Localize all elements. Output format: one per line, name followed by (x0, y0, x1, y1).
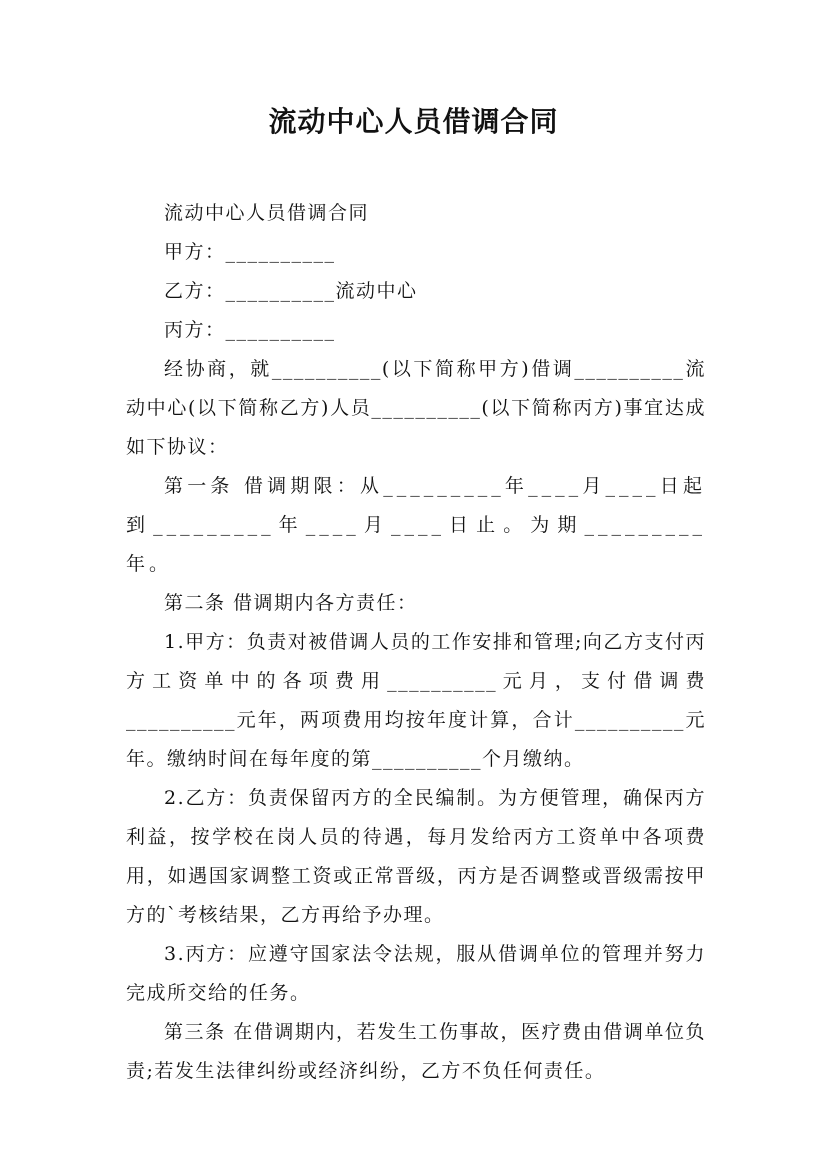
paragraph-duty-party-c: 3.丙方：应遵守国家法令法规，服从借调单位的管理并努力完成所交给的任务。 (126, 943, 706, 1004)
paragraph-party-b: 乙方：__________流动中心 (164, 280, 418, 302)
paragraph-party-a: 甲方：__________ (164, 241, 336, 263)
paragraph-duty-party-a: 1.甲方：负责对被借调人员的工作安排和管理;向乙方支付丙方工资单中的各项费用__________元月，支付借调费__________元年，两项费用均按年度计算，合计__________元年。缴纳时间在每年度的第__________个月缴纳。 (126, 631, 706, 770)
paragraph-article-3: 第三条 在借调期内，若发生工伤事故，医疗费由借调单位负责;若发生法律纠纷或经济纠纷，乙方不负任何责任。 (126, 1021, 706, 1082)
paragraph-article-1: 第一条 借调期限：从_________年____月____日起到_________年____月____日止。为期_________年。 (126, 475, 706, 575)
document-title: 流动中心人员借调合同 (268, 105, 559, 138)
paragraph-subtitle: 流动中心人员借调合同 (164, 202, 370, 224)
document-body (126, 194, 706, 1091)
paragraph-agreement-intro: 经协商，就__________(以下简称甲方)借调__________流动中心(以下简称乙方)人员__________(以下简称丙方)事宜达成如下协议： (126, 358, 706, 458)
paragraph-article-2: 第二条 借调期内各方责任： (164, 592, 418, 614)
paragraph-duty-party-b: 2.乙方：负责保留丙方的全民编制。为方便管理，确保丙方利益，按学校在岗人员的待遇，每月发给丙方工资单中各项费用，如遇国家调整工资或正常晋级，丙方是否调整或晋级需按甲方的`考核结果，乙方再给予办理。 (126, 787, 706, 926)
paragraph-party-c: 丙方：__________ (164, 319, 336, 341)
